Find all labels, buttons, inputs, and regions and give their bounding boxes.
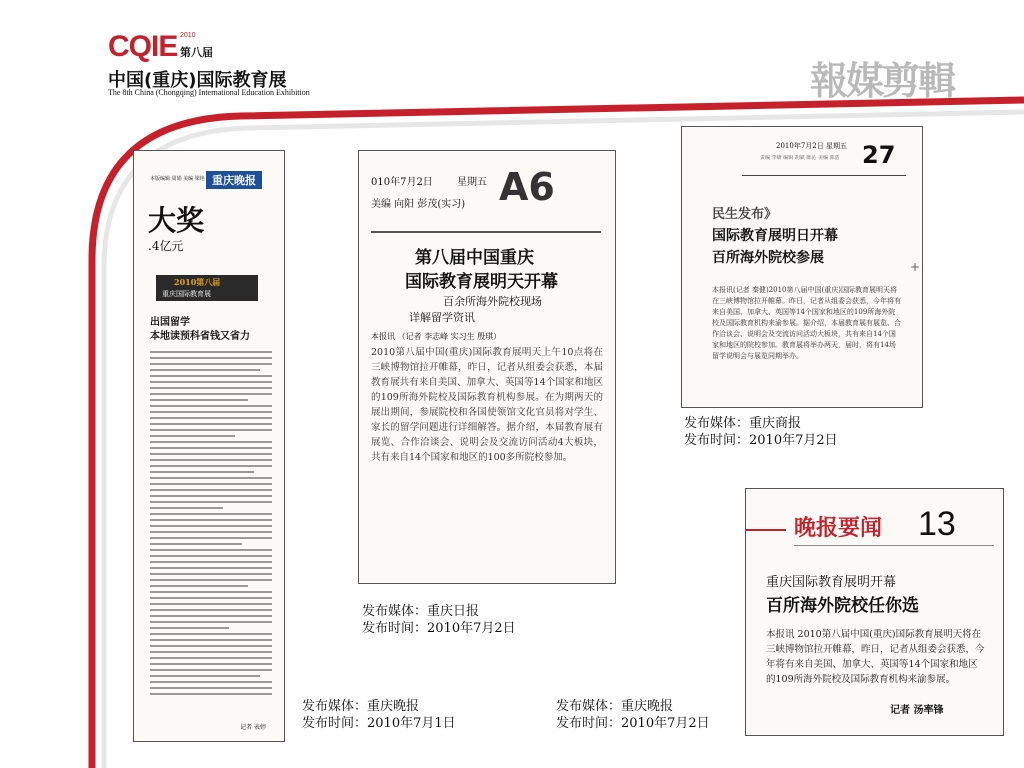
clip2-byline: 本报讯 （记者 李志峰 实习生 殷琪） xyxy=(371,332,502,341)
clip1-headline: 大奖 xyxy=(148,204,205,237)
logo-year: 2010 xyxy=(180,32,196,39)
clip4-page: 13 xyxy=(918,505,956,543)
clip3-headline-line2: 百所海外院校参展 xyxy=(712,250,824,266)
caption-wanbao-0701 xyxy=(302,698,456,732)
clip3-body: 本报讯(记者 秦健)2010第八届中国(重庆)国际教育展明天将在三峡博物馆拉开帷幕。昨日，记者从组委会获悉，今年将有来自美国、加拿大、英国等14个国家和地区的109所海外院校及国际教育机构来渝参展。据介绍，本届教育展有展览、合作洽谈会、说明会及交流访问活动大板块，共有来自14个国家和地区的院校参加。教育展将举办两天，届时，将有14场留学说明会与展览同期举办。 xyxy=(712,286,901,360)
clip3-editors: 责编 李研 编辑 胡斌 陈沁 美编 郭浩 xyxy=(760,155,840,161)
clip2-headline-line2: 国际教育展明天开幕 xyxy=(405,272,558,292)
caption-shangbao xyxy=(684,415,838,449)
clip2-editors: 美编 向阳 彭茂(实习) xyxy=(371,199,466,210)
logo-mark: CQIE xyxy=(108,30,178,63)
caption-shangbao-time: 发布时间：2010年7月2日 xyxy=(684,433,838,448)
clip2-weekday: 星期五 xyxy=(457,177,487,188)
clip1-footer: 记者 表婷 xyxy=(240,724,266,731)
clip4-section-rule xyxy=(746,529,786,531)
clip1-badge-title: 2010第八届 xyxy=(174,277,221,287)
caption-wanbao1-media: 发布媒体：重庆晚报 xyxy=(302,699,420,714)
clip1-byline-top: 本版编辑 周娟 美编 梁艳 xyxy=(150,176,205,182)
clipping-shangbao-0702 xyxy=(681,126,923,408)
clip3-section: 民生发布》 xyxy=(712,207,778,222)
clip3-rule xyxy=(742,175,906,176)
plus-icon: + xyxy=(910,260,921,274)
clip4-headline-line1: 重庆国际教育展明开幕 xyxy=(766,575,897,590)
exhibition-logo xyxy=(108,30,310,97)
clip1-badge xyxy=(156,275,258,301)
clip1-badge-sub: 重庆国际教育展 xyxy=(162,290,211,298)
caption-wanbao2-media: 发布媒体：重庆晚报 xyxy=(556,699,674,714)
clip1-body-text xyxy=(150,351,272,699)
clip1-subline: .4亿元 xyxy=(148,239,184,253)
clip1-masthead: 重庆晚报 xyxy=(206,171,262,189)
clip2-headline-line1: 第八届中国重庆 xyxy=(415,248,534,268)
clip4-reporter: 记者 汤率锋 xyxy=(890,705,944,716)
caption-ribao-time: 发布时间：2010年7月2日 xyxy=(362,621,516,636)
corner-title: 報媒剪輯 xyxy=(810,59,955,103)
clipping-wanbao-0702 xyxy=(745,488,1004,736)
caption-shangbao-media: 发布媒体：重庆商报 xyxy=(684,416,802,431)
clip1-article-subtitle: 本地读预科省钱又省力 xyxy=(150,331,250,342)
caption-ribao xyxy=(362,603,516,637)
caption-wanbao2-time: 发布时间：2010年7月2日 xyxy=(556,716,710,731)
clip2-page: A6 xyxy=(499,165,555,209)
caption-wanbao-0702 xyxy=(556,698,710,732)
clip2-rule xyxy=(371,231,601,233)
clipping-ribao-0702 xyxy=(358,150,616,584)
logo-edition: 第八届 xyxy=(180,46,213,59)
clip4-headline-line2: 百所海外院校任你选 xyxy=(766,596,919,616)
clip2-sub-line2: 详解留学资讯 xyxy=(409,311,475,324)
clip3-date: 2010年7月2日 星期五 xyxy=(776,142,847,150)
caption-ribao-media: 发布媒体：重庆日报 xyxy=(362,604,480,619)
clip4-rule xyxy=(794,545,994,546)
exhibition-title-en: The 8th China (Chongqing) International Education Exhibition xyxy=(108,88,310,97)
clipping-wanbao-0701 xyxy=(133,150,285,742)
clip2-date: 010年7月2日 xyxy=(371,177,433,188)
clip1-article-title: 出国留学 xyxy=(150,317,190,328)
exhibition-title-cn: 中国(重庆)国际教育展 xyxy=(108,70,287,91)
clip3-page: 27 xyxy=(862,141,896,169)
clip2-body: 2010第八届中国(重庆)国际教育展明天上午10点将在三峡博物馆拉开帷幕，昨日，记者从组委会获悉，本届教育展共有来自美国、加拿大、英国等14个国家和地区的109所海外院校及国际教育机构参展。在为期两天的展出期间，参展院校和各国使领馆文化官员将对学生、家长的留学问题进行详细解答。据介绍，本届教育展有展览、合作洽谈会、说明会及交流访问活动4大板块，共有来自14个国家和地区的100多所院校参加。 xyxy=(371,347,603,463)
clip3-headline-line1: 国际教育展明日开幕 xyxy=(712,228,838,244)
clip4-body: 本报讯 2010第八届中国(重庆)国际教育展明天将在三峡博物馆拉开帷幕，昨日，记者从组委会获悉，今年将有来自美国、加拿大、英国等14个国家和地区的109所海外院校及国际教育机构来渝参展。 xyxy=(766,629,985,685)
caption-wanbao1-time: 发布时间：2010年7月1日 xyxy=(302,716,456,731)
clip2-sub-line1: 百余所海外院校现场 xyxy=(443,295,542,308)
clip4-section: 晚报要闻 xyxy=(794,516,883,541)
